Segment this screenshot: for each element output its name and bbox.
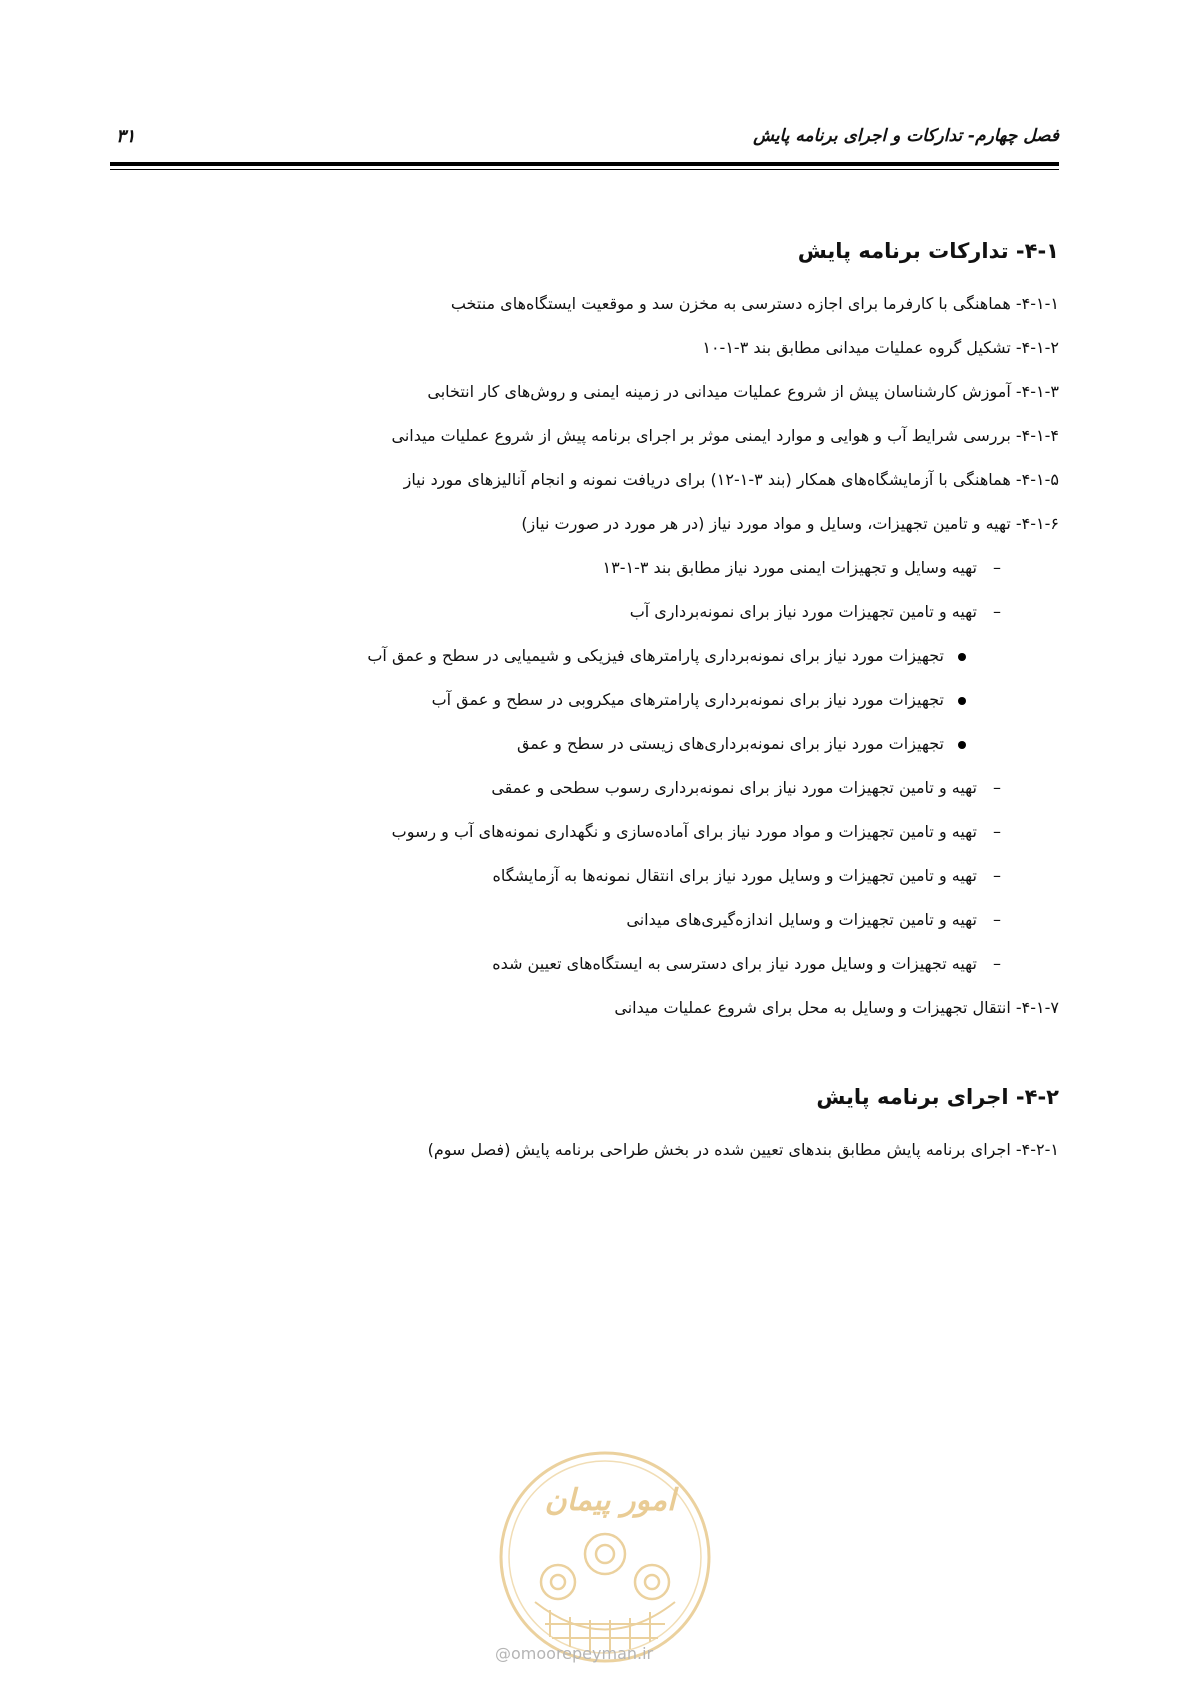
gear-icon: [541, 1565, 575, 1599]
dash-item-text: تهیه وسایل و تجهیزات ایمنی مورد نیاز مطابق بند ۳-۱-۱۳: [602, 558, 977, 577]
dash-item: [626, 908, 1001, 932]
dash-marker: –: [993, 866, 1001, 885]
list-item: ۴-۱-۶- تهیه و تامین تجهیزات، وسایل و مواد مورد نیاز (در هر مورد در صورت نیاز): [521, 514, 1059, 533]
dash-item: [491, 776, 1001, 800]
omoor-peyman-logo: [490, 1442, 720, 1672]
dash-item-text: تهیه و تامین تجهیزات مورد نیاز برای نمونه‌برداری آب: [629, 602, 977, 621]
dash-marker: –: [993, 910, 1001, 929]
list-item: ۴-۱-۵- هماهنگی با آزمایشگاه‌های همکار (بند ۳-۱-۱۲) برای دریافت نمونه و انجام آنالیزهای مورد نیاز: [403, 470, 1059, 489]
dash-item: [603, 556, 1002, 580]
dash-item: [493, 864, 1001, 888]
page-number: ۳۱: [116, 126, 136, 147]
dash-marker: –: [993, 954, 1001, 973]
chapter-title: فصل چهارم- تدارکات و اجرای برنامه پایش: [753, 126, 1059, 146]
header-rule-thin: [110, 169, 1059, 170]
bullet-item-text: تجهیزات مورد نیاز برای نمونه‌برداری پارامترهای میکروبی در سطح و عمق آب: [431, 690, 944, 709]
section-heading: ۴-۱- تدارکات برنامه پایش: [797, 239, 1059, 263]
header-rule-thick: [110, 162, 1059, 166]
dash-marker: –: [993, 778, 1001, 797]
dash-item-text: تهیه و تامین تجهیزات و وسایل اندازه‌گیری‌های میدانی: [626, 910, 977, 929]
bullet-dot-icon: [958, 653, 966, 661]
bullet-dot-icon: [958, 741, 966, 749]
dash-item-text: تهیه و تامین تجهیزات و مواد مورد نیاز برای آماده‌سازی و نگهداری نمونه‌های آب و رسوب: [391, 822, 977, 841]
page-header: [110, 126, 1059, 150]
dash-marker: –: [993, 602, 1001, 621]
dash-item: [492, 952, 1001, 976]
bullet-item-text: تجهیزات مورد نیاز برای نمونه‌برداری‌های زیستی در سطح و عمق: [516, 734, 944, 753]
bullet-item-text: تجهیزات مورد نیاز برای نمونه‌برداری پارامترهای فیزیکی و شیمیایی در سطح و عمق آب: [367, 646, 944, 665]
list-item: ۴-۱-۷- انتقال تجهیزات و وسایل به محل برای شروع عملیات میدانی: [614, 998, 1059, 1017]
list-item: ۴-۱-۴- بررسی شرایط آب و هوایی و موارد ایمنی موثر بر اجرای برنامه پیش از شروع عملیات میدانی: [391, 426, 1059, 445]
gear-icon: [635, 1565, 669, 1599]
dash-item-text: تهیه تجهیزات و وسایل مورد نیاز برای دسترسی به ایستگاه‌های تعیین شده: [492, 954, 977, 973]
list-item: ۴-۲-۱- اجرای برنامه پایش مطابق بندهای تعیین شده در بخش طراحی برنامه پایش (فصل سوم): [427, 1140, 1059, 1159]
bullet-dot-icon: [958, 697, 966, 705]
website-watermark: @omoorepeyman.ir: [495, 1644, 654, 1663]
dash-marker: –: [993, 822, 1001, 841]
dash-item-text: تهیه و تامین تجهیزات مورد نیاز برای نمونه‌برداری رسوب سطحی و عمقی: [491, 778, 977, 797]
logo-lettering: امور پیمان: [544, 1483, 676, 1518]
bullet-item: [517, 732, 966, 756]
bullet-item: [367, 644, 966, 668]
bullet-item: [432, 688, 966, 712]
section-heading: ۴-۲- اجرای برنامه پایش: [816, 1085, 1059, 1109]
gear-icon: [585, 1534, 625, 1574]
dash-item: [392, 820, 1001, 844]
dash-marker: –: [993, 558, 1001, 577]
list-item: ۴-۱-۲- تشکیل گروه عملیات میدانی مطابق بند ۳-۱-۱۰: [702, 338, 1059, 357]
dash-item: [630, 600, 1001, 624]
list-item: ۴-۱-۱- هماهنگی با کارفرما برای اجازه دسترسی به مخزن سد و موقعیت ایستگاه‌های منتخب: [450, 294, 1059, 313]
list-item: ۴-۱-۳- آموزش کارشناسان پیش از شروع عملیات میدانی در زمینه ایمنی و روش‌های کار انتخابی: [427, 382, 1059, 401]
dash-item-text: تهیه و تامین تجهیزات و وسایل مورد نیاز برای انتقال نمونه‌ها به آزمایشگاه: [492, 866, 977, 885]
